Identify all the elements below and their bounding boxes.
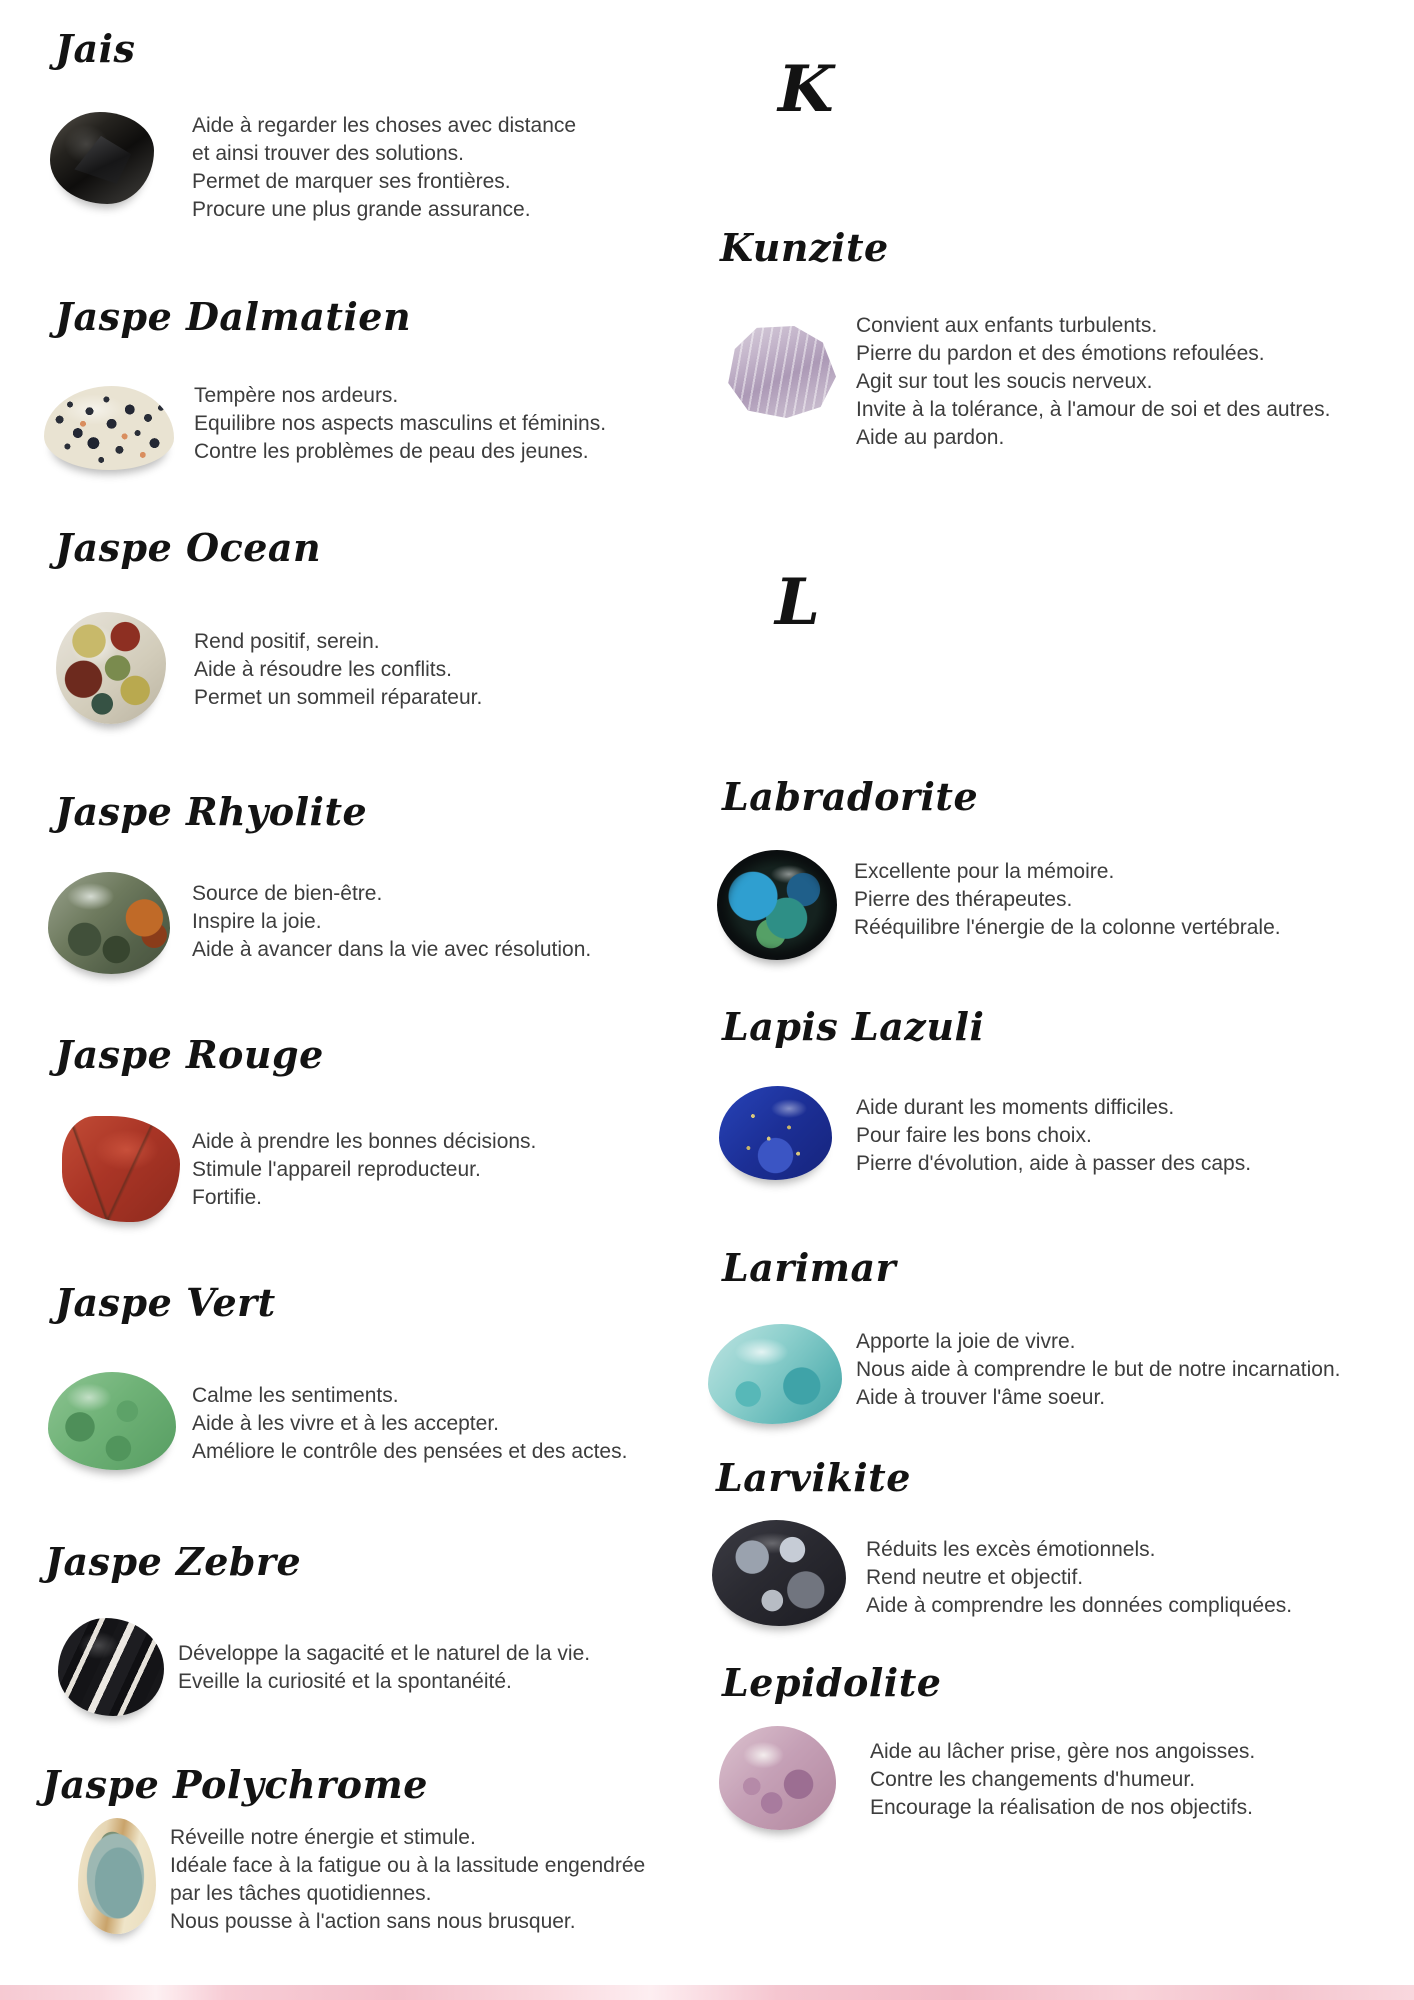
description-line: Permet un sommeil réparateur.	[194, 686, 483, 709]
ocean-jasper-stone-image	[56, 612, 166, 724]
entry-description-jais	[192, 112, 576, 224]
description-line: Rééquilibre l'énergie de la colonne vertébrale.	[854, 916, 1281, 939]
zebra-jasper-stone-image	[58, 1618, 164, 1716]
description-line: Aide à résoudre les conflits.	[194, 658, 452, 681]
description-line: Aide à prendre les bonnes décisions.	[192, 1130, 537, 1153]
description-line: Excellente pour la mémoire.	[854, 860, 1115, 883]
entry-title-jaspe-dalmatien: Jaspe Dalmatien	[55, 294, 412, 339]
entry-description-jaspe-rhyolite	[192, 880, 591, 964]
description-line: Pierre d'évolution, aide à passer des caps.	[856, 1152, 1252, 1175]
entry-title-jaspe-vert: Jaspe Vert	[55, 1280, 276, 1325]
description-line: Encourage la réalisation de nos objectifs.	[870, 1796, 1253, 1819]
entry-title-jaspe-ocean: Jaspe Ocean	[55, 525, 322, 570]
description-line: Développe la sagacité et le naturel de la vie.	[178, 1642, 591, 1665]
description-line: Calme les sentiments.	[192, 1384, 399, 1407]
description-line: Réduits les excès émotionnels.	[866, 1538, 1156, 1561]
polychrome-jasper-stone-image	[78, 1818, 156, 1934]
entry-title-lapis-lazuli: Lapis Lazuli	[722, 1004, 985, 1049]
green-jasper-stone-image	[48, 1372, 176, 1470]
entry-description-larvikite	[866, 1536, 1292, 1620]
kunzite-stone-image	[726, 326, 836, 418]
entry-title-labradorite: Labradorite	[722, 774, 979, 819]
description-line: Pierre du pardon et des émotions refoulées.	[856, 342, 1265, 365]
larimar-stone-image	[708, 1324, 842, 1424]
dalmatian-jasper-stone-image	[44, 386, 174, 470]
entry-title-jais: Jais	[55, 26, 136, 71]
entry-description-lapis-lazuli	[856, 1094, 1251, 1178]
description-line: Contre les problèmes de peau des jeunes.	[194, 440, 589, 463]
description-line: Réveille notre énergie et stimule.	[170, 1826, 476, 1849]
description-line: Aide à comprendre les données compliquées.	[866, 1594, 1293, 1617]
description-line: Stimule l'appareil reproducteur.	[192, 1158, 481, 1181]
larvikite-stone-image	[712, 1520, 846, 1626]
description-line: Aide à les vivre et à les accepter.	[192, 1412, 499, 1435]
description-line: Agit sur tout les soucis nerveux.	[856, 370, 1153, 393]
description-line: Rend positif, serein.	[194, 630, 380, 653]
entry-title-larvikite: Larvikite	[716, 1455, 911, 1500]
description-line: Source de bien-être.	[192, 882, 383, 905]
description-line: Aide au pardon.	[856, 426, 1005, 449]
description-line: Aide à regarder les choses avec distance	[192, 114, 577, 137]
description-line: Nous pousse à l'action sans nous brusquer.	[170, 1910, 576, 1933]
entry-title-jaspe-rhyolite: Jaspe Rhyolite	[55, 789, 368, 834]
description-line: Apporte la joie de vivre.	[856, 1330, 1076, 1353]
description-line: Permet de marquer ses frontières.	[192, 170, 511, 193]
entry-description-kunzite	[856, 312, 1330, 452]
description-line: et ainsi trouver des solutions.	[192, 142, 464, 165]
entry-title-lepidolite: Lepidolite	[722, 1660, 942, 1705]
description-line: Inspire la joie.	[192, 910, 322, 933]
description-line: Invite à la tolérance, à l'amour de soi et des autres.	[856, 398, 1331, 421]
entry-title-larimar: Larimar	[722, 1245, 897, 1290]
labradorite-stone-image	[717, 850, 837, 960]
entry-description-labradorite	[854, 858, 1281, 942]
entry-title-jaspe-rouge: Jaspe Rouge	[55, 1032, 324, 1077]
description-line: Fortifie.	[192, 1186, 263, 1209]
description-line: Procure une plus grande assurance.	[192, 198, 531, 221]
description-line: Contre les changements d'humeur.	[870, 1768, 1196, 1791]
entry-description-lepidolite	[870, 1738, 1255, 1822]
description-line: Eveille la curiosité et la spontanéité.	[178, 1670, 512, 1693]
description-line: Pour faire les bons choix.	[856, 1124, 1092, 1147]
entry-description-jaspe-polychrome	[170, 1824, 645, 1936]
entry-description-jaspe-ocean	[194, 628, 482, 712]
entry-title-kunzite: Kunzite	[720, 225, 889, 270]
entry-description-larimar	[856, 1328, 1340, 1412]
section-letter-k: K	[778, 52, 834, 127]
description-line: Idéale face à la fatigue ou à la lassitude engendrée	[170, 1854, 646, 1877]
rhyolite-jasper-stone-image	[48, 872, 170, 974]
description-line: Convient aux enfants turbulents.	[856, 314, 1158, 337]
lapis-lazuli-stone-image	[719, 1086, 832, 1180]
description-line: Equilibre nos aspects masculins et féminins.	[194, 412, 607, 435]
entry-title-jaspe-polychrome: Jaspe Polychrome	[42, 1762, 428, 1807]
pink-watercolor-footer-band	[0, 1985, 1414, 2000]
description-line: Pierre des thérapeutes.	[854, 888, 1073, 911]
entry-title-jaspe-zebre: Jaspe Zebre	[45, 1539, 302, 1584]
description-line: Aide à trouver l'âme soeur.	[856, 1386, 1106, 1409]
description-line: Aide durant les moments difficiles.	[856, 1096, 1175, 1119]
section-letter-l: L	[775, 565, 820, 640]
description-line: par les tâches quotidiennes.	[170, 1882, 432, 1905]
entry-description-jaspe-dalmatien	[194, 382, 606, 466]
description-line: Nous aide à comprendre le but de notre incarnation.	[856, 1358, 1341, 1381]
description-line: Aide à avancer dans la vie avec résolution.	[192, 938, 592, 961]
description-line: Aide au lâcher prise, gère nos angoisses.	[870, 1740, 1256, 1763]
red-jasper-stone-image	[62, 1116, 180, 1222]
entry-description-jaspe-zebre	[178, 1640, 590, 1696]
description-line: Rend neutre et objectif.	[866, 1566, 1084, 1589]
entry-description-jaspe-rouge	[192, 1128, 536, 1212]
lepidolite-stone-image	[719, 1726, 836, 1830]
entry-description-jaspe-vert	[192, 1382, 627, 1466]
description-line: Tempère nos ardeurs.	[194, 384, 399, 407]
jet-black-stone-image	[50, 112, 154, 204]
description-line: Améliore le contrôle des pensées et des actes.	[192, 1440, 628, 1463]
